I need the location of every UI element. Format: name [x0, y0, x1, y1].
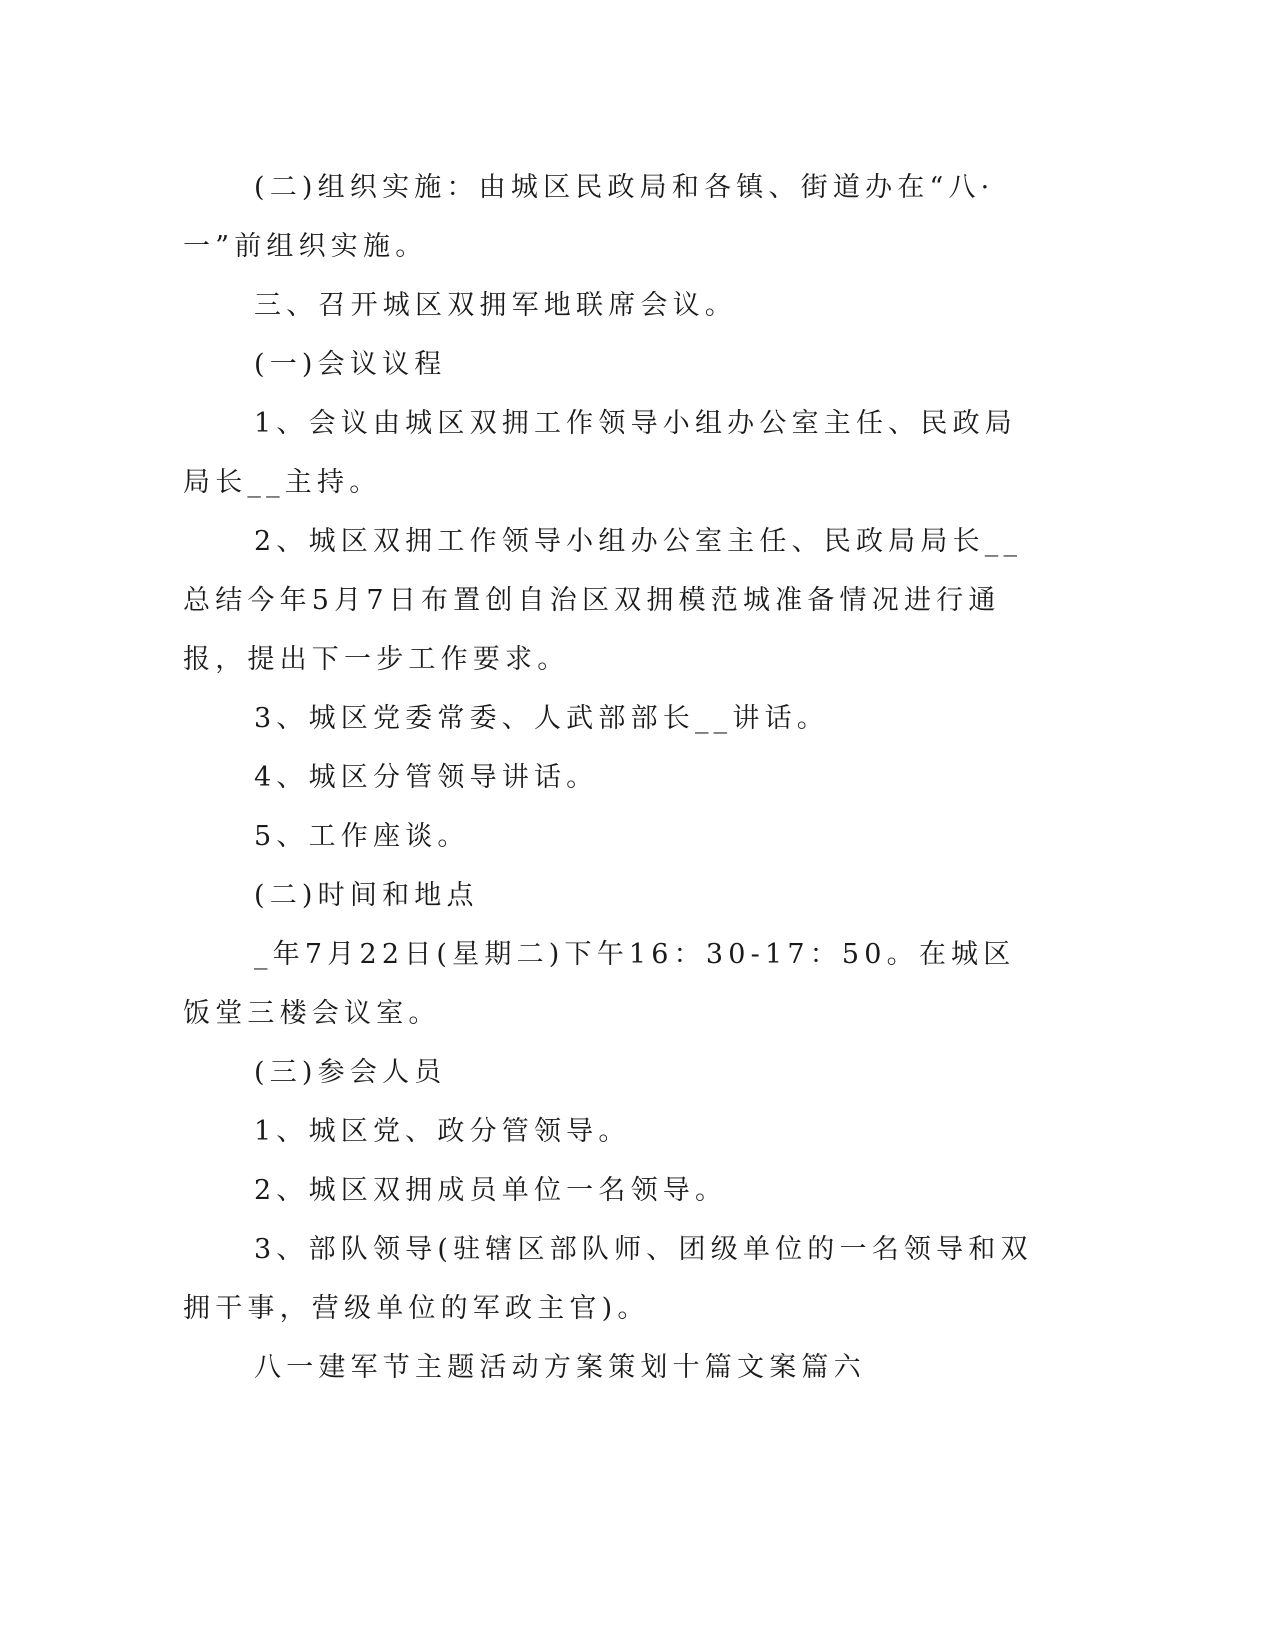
paragraph-attendees-item-2: 2、城区双拥成员单位一名领导。 [254, 1175, 728, 1206]
paragraph-agenda-item-2: 2、城区双拥工作领导小组办公室主任、民政局局长__总结今年5月7日布置创自治区双拥模范城准备情况进行通报，提出下一步工作要求。 [183, 526, 1023, 675]
paragraph-agenda-item-5: 5、工作座谈。 [254, 821, 470, 852]
paragraph-time-place-heading: (二)时间和地点 [254, 880, 479, 911]
paragraph-next-section-title: 八一建军节主题活动方案策划十篇文案篇六 [254, 1352, 866, 1383]
paragraph-agenda-heading: (一)会议议程 [254, 349, 447, 380]
paragraph-section-three-heading: 三、召开城区双拥军地联席会议。 [254, 290, 737, 321]
paragraph-attendees-heading: (三)参会人员 [254, 1057, 447, 1088]
paragraph-agenda-item-1: 1、会议由城区双拥工作领导小组办公室主任、民政局局长__主持。 [183, 408, 1017, 498]
paragraph-agenda-item-3: 3、城区党委常委、人武部部长__讲话。 [254, 703, 829, 734]
paragraph-implementation: (二)组织实施：由城区民政局和各镇、街道办在“八·一”前组织实施。 [183, 172, 995, 262]
document-page [183, 158, 1043, 1397]
paragraph-agenda-item-4: 4、城区分管领导讲话。 [254, 762, 599, 793]
paragraph-attendees-item-1: 1、城区党、政分管领导。 [254, 1116, 631, 1147]
paragraph-attendees-item-3: 3、部队领导(驻辖区部队师、团级单位的一名领导和双拥干事，营级单位的军政主官)。 [183, 1234, 1033, 1324]
paragraph-time-place: _年7月22日(星期二)下午16：30-17：50。在城区饭堂三楼会议室。 [183, 939, 1016, 1029]
